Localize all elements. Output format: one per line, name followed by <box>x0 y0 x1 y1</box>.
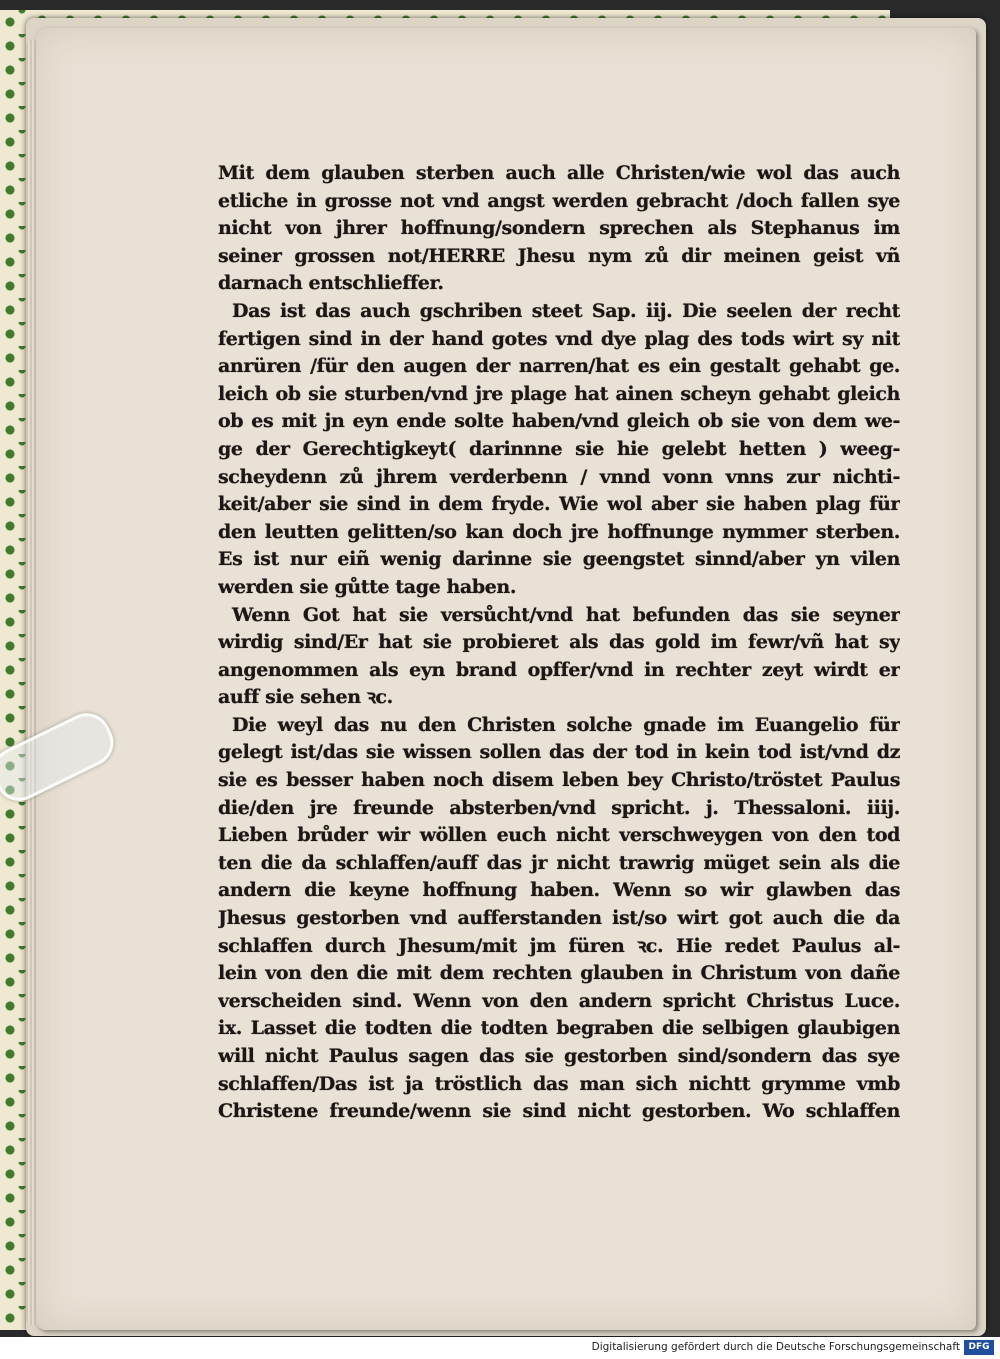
footer-bar <box>0 1337 1000 1359</box>
text-line: darnach entschlieffer. <box>218 272 444 295</box>
text-line: scheydenn zů jhrem verderbenn / vnnd vonn vnns zur nichti- <box>218 465 900 488</box>
text-line: angenommen als eyn brand opffer/vnd in rechter zeyt wirdt er <box>218 658 900 681</box>
blackletter-text-block <box>218 160 900 1126</box>
text-line: Es ist nur eiñ wenig darinne sie geengstet sinnd/aber yn vilen <box>218 548 900 571</box>
text-line: Die weyl das nu den Christen solche gnade im Euangelio für <box>232 713 900 736</box>
text-line: Jhesus gestorben vnd aufferstanden ist/so wirt got auch die da <box>218 907 900 930</box>
text-line: Mit dem glauben sterben auch alle Christen/wie wol das auch <box>218 162 900 184</box>
text-line: sie es besser haben noch disem leben bey Christo/tröstet Paulus <box>218 769 900 792</box>
text-line: Wenn Got hat sie versůcht/vnd hat befunden das sie seyner <box>232 603 900 626</box>
text-line: schlaffen durch Jhesum/mit jm füren ꝛc. Hie redet Paulus al- <box>218 934 900 957</box>
text-line: ob es mit jn eyn ende solte haben/vnd gleich ob sie von dem we- <box>218 410 900 433</box>
text-line: verscheiden sind. Wenn von den andern spricht Christus Luce. <box>218 989 900 1012</box>
text-line: auff sie sehen ꝛc. <box>218 686 393 709</box>
text-line: ix. Lasset die todten die todten begraben die selbigen glaubigen <box>218 1017 900 1040</box>
text-line: keit/aber sie sind in dem fryde. Wie wol aber sie haben plag für <box>218 493 900 516</box>
text-line: Das ist das auch gschriben steet Sap. iij. Die seelen der recht <box>232 299 900 322</box>
text-line: anrüren /für den augen der narren/hat es ein gestalt gehabt ge. <box>218 355 900 378</box>
text-line: Lieben brůder wir wöllen euch nicht verschweygen von den tod <box>218 824 900 847</box>
text-line: wirdig sind/Er hat sie probieret als das gold im fewr/vñ hat sy <box>218 631 900 654</box>
text-line: die/den jre freunde absterben/vnd spricht. j. Thessaloni. iiij. <box>218 796 900 819</box>
text-line: leich ob sie sturben/vnd jre plage hat ainen scheyn gehabt gleich <box>218 382 900 405</box>
text-line: will nicht Paulus sagen das sie gestorben sind/sondern das sye <box>218 1045 900 1067</box>
text-line: etliche in grosse not vnd angst werden gebracht /doch fallen sye <box>218 189 900 212</box>
text-line: nicht von jhrer hoffnung/sondern sprechen als Stephanus im <box>218 217 900 240</box>
text-line: werden sie gůtte tage haben. <box>218 575 517 598</box>
text-line: Christene freunde/wenn sie sind nicht gestorben. Wo schlaffen <box>218 1100 900 1123</box>
text-line: fertigen sind in der hand gotes vnd dye plag des tods wirt sy nit <box>218 327 900 350</box>
text-line: den leutten gelitten/so kan doch jre hoffnunge nymmer sterben. <box>218 520 900 543</box>
text-line: seiner grossen not/HERRE Jhesu nym zů dir meinen geist vñ <box>218 244 900 267</box>
dfg-logo: DFG <box>964 1340 994 1355</box>
text-line: lein von den die mit dem rechten glauben in Christum von dañe <box>218 962 900 985</box>
text-line: gelegt ist/das sie wissen sollen das der tod in kein tod ist/vnd dz <box>218 741 900 764</box>
funding-credit: Digitalisierung gefördert durch die Deutsche Forschungsgemeinschaft <box>591 1341 960 1353</box>
text-line: ge der Gerechtigkeyt( darinnne sie hie gelebt hetten ) weeg- <box>218 437 900 460</box>
text-line: ten die da schlaffen/auff das jr nicht trawrig müget sein als die <box>218 851 900 874</box>
text-line: andern die keyne hoffnung haben. Wenn so wir glawben das <box>218 879 900 902</box>
text-line: schlaffen/Das ist ja tröstlich das man sich nichtt grymme vmb <box>218 1072 900 1095</box>
